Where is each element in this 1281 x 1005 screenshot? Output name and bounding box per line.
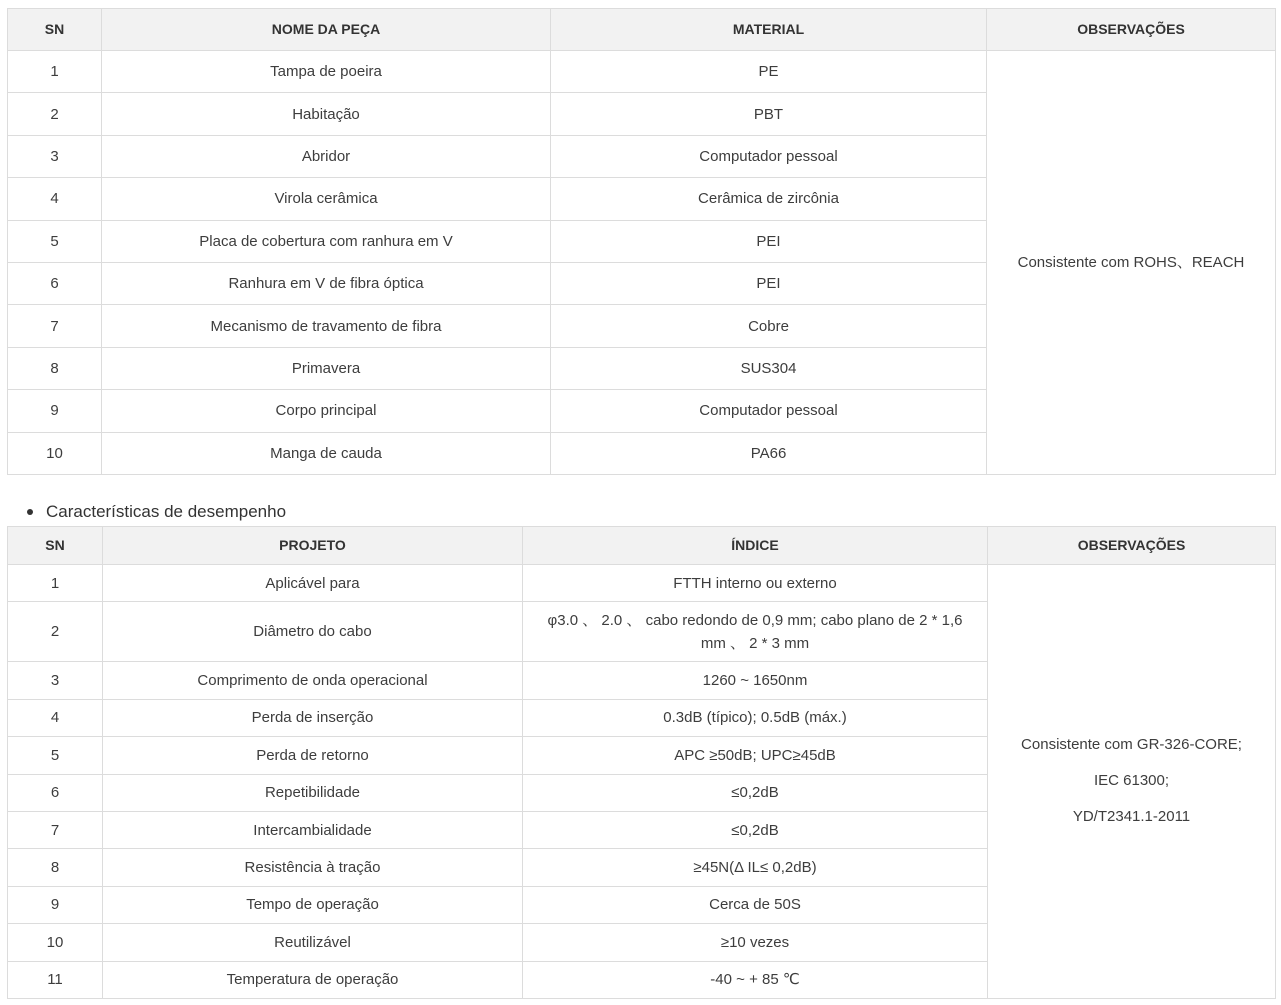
cell-index: APC ≥50dB; UPC≥45dB <box>523 737 988 774</box>
cell-sn: 5 <box>8 220 102 262</box>
cell-sn: 1 <box>8 565 103 602</box>
cell-index: -40 ~ + 85 ℃ <box>523 961 988 998</box>
cell-material: PEI <box>551 262 987 304</box>
cell-part-name: Mecanismo de travamento de fibra <box>102 305 551 347</box>
cell-material: PBT <box>551 93 987 135</box>
cell-project: Diâmetro do cabo <box>103 602 523 662</box>
cell-material: Cerâmica de zircônia <box>551 178 987 220</box>
cell-sn: 10 <box>8 924 103 961</box>
performance-section-heading <box>27 500 286 524</box>
cell-material: Computador pessoal <box>551 390 987 432</box>
materials-table <box>7 8 1276 475</box>
cell-sn: 6 <box>8 262 102 304</box>
remarks-line: YD/T2341.1-2011 <box>1072 808 1191 826</box>
cell-material: PEI <box>551 220 987 262</box>
cell-part-name: Primavera <box>102 347 551 389</box>
cell-sn: 3 <box>8 662 103 699</box>
cell-index: 1260 ~ 1650nm <box>523 662 988 699</box>
cell-part-name: Tampa de poeira <box>102 51 551 93</box>
cell-material: Computador pessoal <box>551 135 987 177</box>
cell-sn: 11 <box>8 961 103 998</box>
cell-sn: 5 <box>8 737 103 774</box>
cell-sn: 8 <box>8 347 102 389</box>
column-header-index: ÍNDICE <box>523 527 988 565</box>
cell-index: ≥45N(Δ IL≤ 0,2dB) <box>523 849 988 886</box>
cell-index: φ3.0 、 2.0 、 cabo redondo de 0,9 mm; cabo plano de 2 * 1,6 mm 、 2 * 3 mm <box>523 602 988 662</box>
section-title-text: Características de desempenho <box>46 502 287 521</box>
cell-index: ≤0,2dB <box>523 774 988 811</box>
cell-index: 0.3dB (típico); 0.5dB (máx.) <box>523 699 988 736</box>
cell-project: Intercambialidade <box>103 811 523 848</box>
column-header-sn: SN <box>8 527 103 565</box>
performance-table <box>7 526 1276 999</box>
cell-part-name: Corpo principal <box>102 390 551 432</box>
bullet-icon <box>27 509 33 515</box>
table-header-row <box>8 527 1276 565</box>
cell-sn: 6 <box>8 774 103 811</box>
cell-project: Resistência à tração <box>103 849 523 886</box>
cell-sn: 10 <box>8 432 102 474</box>
cell-part-name: Habitação <box>102 93 551 135</box>
remarks-line: IEC 61300; <box>1093 772 1170 790</box>
cell-index: FTTH interno ou externo <box>523 565 988 602</box>
cell-part-name: Placa de cobertura com ranhura em V <box>102 220 551 262</box>
cell-project: Comprimento de onda operacional <box>103 662 523 699</box>
cell-sn: 2 <box>8 93 102 135</box>
cell-material: PE <box>551 51 987 93</box>
cell-remarks <box>988 565 1276 999</box>
cell-material: PA66 <box>551 432 987 474</box>
column-header-sn: SN <box>8 9 102 51</box>
cell-project: Perda de retorno <box>103 737 523 774</box>
column-header-part-name: NOME DA PEÇA <box>102 9 551 51</box>
cell-part-name: Ranhura em V de fibra óptica <box>102 262 551 304</box>
column-header-remarks: OBSERVAÇÕES <box>988 527 1276 565</box>
remarks-line: Consistente com GR-326-CORE; <box>1021 736 1242 754</box>
cell-sn: 4 <box>8 178 102 220</box>
column-header-project: PROJETO <box>103 527 523 565</box>
cell-sn: 1 <box>8 51 102 93</box>
cell-part-name: Virola cerâmica <box>102 178 551 220</box>
column-header-material: MATERIAL <box>551 9 987 51</box>
table-row <box>8 565 1276 602</box>
cell-project: Aplicável para <box>103 565 523 602</box>
cell-sn: 9 <box>8 886 103 923</box>
cell-sn: 2 <box>8 602 103 662</box>
table-header-row <box>8 9 1276 51</box>
cell-material: Cobre <box>551 305 987 347</box>
cell-project: Perda de inserção <box>103 699 523 736</box>
cell-sn: 4 <box>8 699 103 736</box>
cell-material: SUS304 <box>551 347 987 389</box>
cell-project: Repetibilidade <box>103 774 523 811</box>
cell-sn: 8 <box>8 849 103 886</box>
cell-sn: 3 <box>8 135 102 177</box>
cell-index: Cerca de 50S <box>523 886 988 923</box>
cell-part-name: Manga de cauda <box>102 432 551 474</box>
column-header-remarks: OBSERVAÇÕES <box>987 9 1276 51</box>
cell-sn: 7 <box>8 305 102 347</box>
table-row <box>8 51 1276 93</box>
cell-project: Reutilizável <box>103 924 523 961</box>
cell-sn: 7 <box>8 811 103 848</box>
cell-index: ≤0,2dB <box>523 811 988 848</box>
cell-project: Temperatura de operação <box>103 961 523 998</box>
cell-index: ≥10 vezes <box>523 924 988 961</box>
cell-part-name: Abridor <box>102 135 551 177</box>
cell-remarks: Consistente com ROHS、REACH <box>987 51 1276 475</box>
cell-sn: 9 <box>8 390 102 432</box>
cell-project: Tempo de operação <box>103 886 523 923</box>
